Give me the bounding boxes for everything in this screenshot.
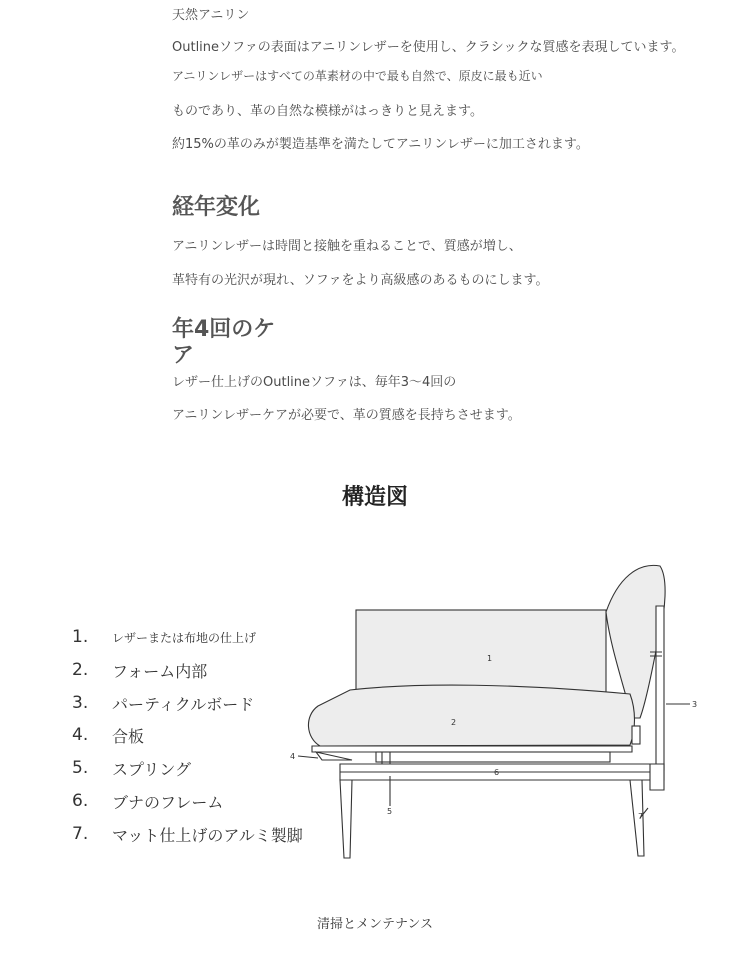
footer-caption: 清掃とメンテナンス [317,917,433,932]
legend-number: 3. [72,693,89,713]
legend-number: 2. [72,660,89,680]
intro-line: 約15%の革のみが製造基準を満たしてアニリンレザーに加工されます。 [172,137,589,152]
seat-base [312,746,632,752]
legend-label: レザーまたは布地の仕上げ [112,630,257,645]
side-frame [656,606,664,770]
callout-5: 5 [387,807,393,816]
legend-number: 4. [72,725,89,745]
aging-line: アニリンレザーは時間と接触を重ねることで、質感が増し、 [172,239,522,254]
legend-number: 5. [72,758,89,778]
intro-line: Outlineソファの表面はアニリンレザーを使用し、クラシックな質感を表現しています。 [172,40,685,55]
legend-number: 7. [72,824,89,844]
legend-label: 合板 [112,726,145,746]
legend-label: フォーム内部 [112,661,208,681]
legend-label: パーティクルボード [112,694,255,714]
callout-2: 2 [451,718,457,727]
spring-rail [376,752,610,762]
structure-title: 構造図 [341,485,408,510]
legend-number: 1. [72,627,89,647]
callout-3: 3 [692,700,698,709]
seat-cushion [308,685,634,746]
intro-line: ものであり、革の自然な模様がはっきりと見えます。 [172,104,483,119]
aging-heading: 経年変化 [172,195,261,220]
care-line: アニリンレザーケアが必要で、革の質感を長持ちさせます。 [172,408,521,423]
legend-number: 6. [72,791,89,811]
aging-line: 革特有の光沢が現れ、ソファをより高級感のあるものにします。 [172,273,549,288]
leg-front [340,780,352,858]
legend-label: ブナのフレーム [112,792,224,812]
care-line: レザー仕上げのOutlineソファは、毎年3〜4回の [172,375,457,390]
intro-line: 天然アニリン [172,8,250,23]
care-heading-line1: 年4回のケ [172,317,276,342]
callout-7: 7 [638,812,644,821]
callout-1: 1 [487,654,493,663]
plywood [316,752,352,760]
legend-label: スプリング [112,759,192,779]
callout-4: 4 [290,752,296,761]
callout-6: 6 [494,768,500,777]
intro-line: アニリンレザーはすべての革素材の中で最も自然で、原皮に最も近い [172,69,543,83]
care-heading-line2: ア [172,343,195,368]
legend-label: マット仕上げのアルミ製脚 [112,825,303,845]
